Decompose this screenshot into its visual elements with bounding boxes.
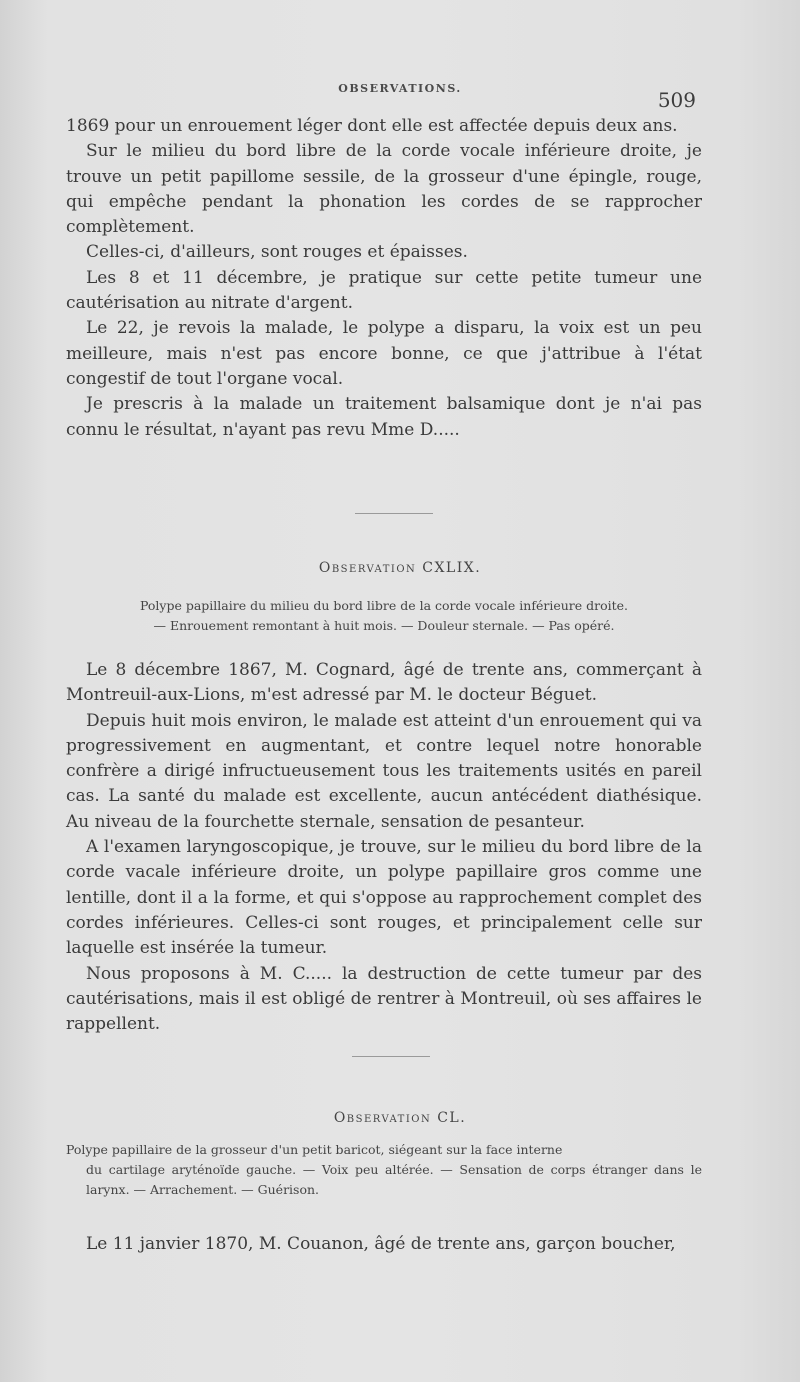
summary-line: — Enrouement remontant à huit mois. — Douleur sternale. — Pas opéré. <box>153 618 615 633</box>
page-number: 509 <box>657 88 696 112</box>
paragraph: Nous proposons à M. C..... la destruction de cette tumeur par des cautérisations, mais il est obligé de rentrer à Montreuil, où ses affaires le rappellent. <box>66 963 702 1035</box>
paragraph: Le 8 décembre 1867, M. Cognard, âgé de trente ans, commerçant à Montreuil-aux-Lions, m'est adressé par M. le docteur Béguet. <box>66 660 702 706</box>
paragraph: Le 11 janvier 1870, M. Couanon, âgé de trente ans, garçon boucher, <box>86 1234 676 1254</box>
paragraph: 1869 pour un enrouement léger dont elle est affectée depuis deux ans. <box>66 116 678 136</box>
summary-line: Polype papillaire du milieu du bord libre de la corde vocale inférieure droite. <box>139 598 629 613</box>
summary-line: Polype papillaire de la grosseur d'un petit baricot, siégeant sur la face interne <box>66 1142 563 1157</box>
observation-summary <box>66 596 702 636</box>
observation-body <box>66 1232 702 1257</box>
section-divider <box>352 1056 430 1057</box>
paragraph: Les 8 et 11 décembre, je pratique sur cette petite tumeur une cautérisation au nitrate d'argent. <box>66 267 702 314</box>
paragraph: Depuis huit mois environ, le malade est atteint d'un enrouement qui va progressivement en augmentant, et contre lequel notre honorable confrère a dirigé infructueusement tous les traitements usités en pareil cas. La santé du malade est excellente, aucun antécédent diathésique. Au niveau de la fourchette sternale, sensation de pesanteur. <box>66 710 702 832</box>
continuation-text <box>66 114 702 443</box>
summary-line: du cartilage aryténoïde gauche. — Voix peu altérée. — Sensation de corps étranger dans le larynx. — Arrachement. — Guérison. <box>86 1162 702 1197</box>
paragraph: Celles-ci, d'ailleurs, sont rouges et épaisses. <box>86 242 468 263</box>
section-divider <box>355 513 433 514</box>
observation-summary <box>66 1140 702 1200</box>
paragraph: Je prescris à la malade un traitement balsamique dont je n'ai pas connu le résultat, n'ayant pas revu Mme D..... <box>66 394 702 440</box>
observation-heading: Observation CXLIX. <box>318 560 482 576</box>
paragraph: A l'examen laryngoscopique, je trouve, sur le milieu du bord libre de la corde vacale inférieure droite, un polype papillaire gros comme une lentille, dont il a la forme, et qui s'oppose au rapprochement complet des cordes inférieures. Celles-ci sont rouges, et principalement celle sur laquelle est insérée la tumeur. <box>66 837 702 959</box>
observation-body <box>66 658 702 1037</box>
paragraph: Sur le milieu du bord libre de la corde vocale inférieure droite, je trouve un petit papillome sessile, de la grosseur d'une épingle, rouge, qui empêche pendant la phonation les cordes de se rapprocher complètement. <box>66 141 702 238</box>
running-title: OBSERVATIONS. <box>338 82 462 95</box>
observation-heading: Observation CL. <box>333 1110 467 1126</box>
paragraph: Le 22, je revois la malade, le polype a disparu, la voix est un peu meilleure, mais n'est pas encore bonne, ce que j'attribue à l'état congestif de tout l'organe vocal. <box>66 318 702 389</box>
